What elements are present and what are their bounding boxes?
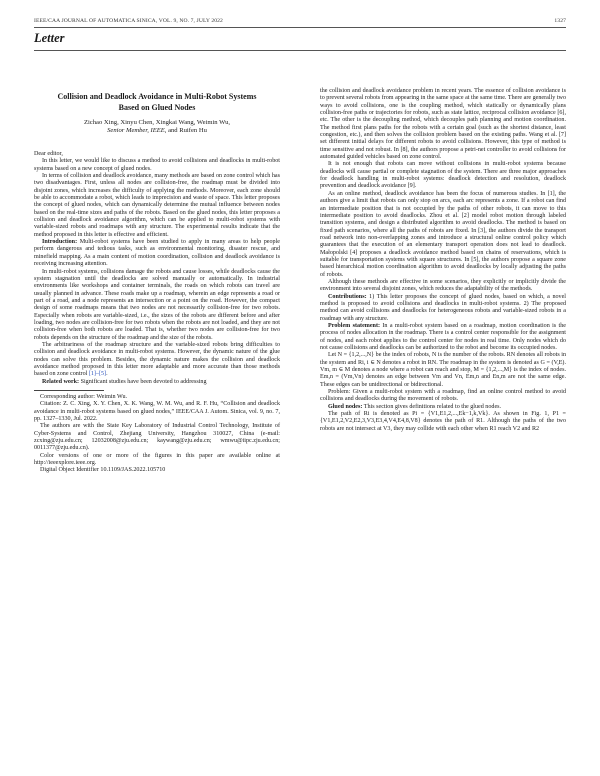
footnote: Color versions of one or more of the figures in this paper are available online at http://ieeexplore.ieee.org. — [34, 452, 280, 467]
introduction-heading: Introduction: — [42, 239, 78, 246]
problem-statement-heading: Problem statement: — [328, 323, 381, 329]
title-line-2: Based on Glued Nodes — [118, 102, 196, 112]
paragraph: As an online method, deadlock avoidance has been the focus of numerous studies. In [1], the authors give a limit that robots can only stop on arcs, each arc represents a zone. If a robot can find an intermediate position that is not occupied by the paths of other robots, it can move to this intermediate position to avoid deadlocks. Zhou et al. [2] model robot motion through labeled transition systems, and design a distributed algorithm to avoid deadlocks. The method is based on fixed path scenarios, where all the paths of robots are fixed. In [3], the authors divide the transport road network into non-overlapping zones and introduce a structural online control policy which guarantees that the execution of an elementary transport operation does not lead to deadlock. Małopolski [4] proposes a deadlock avoidance method based on chains of reservations, which is suitable for transportation systems with square structures. In [5], the authors propose a square zone based hierarchical motion coordination algorithm to avoid deadlocks by locally adjusting the paths of robots. — [320, 190, 566, 278]
footnotes — [34, 394, 280, 475]
right-column — [320, 88, 566, 433]
section-rule — [34, 50, 566, 51]
paragraph: Glued nodes: This section gives definitions related to the glued nodes. — [328, 403, 502, 410]
footnote-rule — [34, 390, 104, 391]
footnote: The authors are with the State Key Laboratory of Industrial Control Technology, Institute of Cyber-Systems and Control, Zhejiang University, Hangzhou 310027, China (e-mail: zcxing@zju.edu.cn; 12032008@zju.edu.cn; kaywang@zju.edu.cn; wmwu@iipc.zju.edu.cn; 0011377@zju.edu.cn). — [34, 423, 280, 452]
paragraph: Contributions: 1) This letter proposes the concept of glued nodes, based on which, a novel method is proposed to avoid collisions and deadlocks in multi-robot systems. 2) The proposed method can avoid collisions and deadlocks for heterogeneous robots and variable-sized robots in a roadmap with any structure. — [320, 293, 566, 322]
doi-footnote: Digital Object Identifier 10.1109/JAS.2022.105710 — [40, 467, 166, 474]
related-work-heading: Related work: — [42, 378, 80, 385]
salutation: Dear editor, — [34, 151, 63, 157]
title-block — [34, 92, 280, 135]
glued-nodes-heading: Glued nodes: — [328, 403, 363, 410]
running-header — [34, 18, 566, 24]
header-rule — [34, 27, 566, 28]
paragraph: Related work: Significant studies have been devoted to addressing — [42, 378, 207, 385]
section-label: Letter — [34, 31, 65, 45]
author-membership: Senior Member, IEEE, — [107, 127, 167, 134]
title-line-1: Collision and Deadlock Avoidance in Multi-Robot Systems — [57, 92, 257, 101]
citation-link[interactable]: [1]–[5] — [88, 371, 107, 378]
paragraph: Let N = {1,2,...,N} be the index of robots, N is the number of the robots. RN denotes all robots in the system and Ri, i ∈ N denotes a robot in RN. The roadmap in the system is denoted as G = (V,E). Vm, m ∈ M denotes a node where a robot can reach and stop, M = {1,2,...,M} is the index of nodes. Em,n = (Vm,Vn) denotes an edge between Vm and Vn, Em,n and En,m are not the same edge. These edges can be unidirectional or bidirectional. — [320, 352, 566, 388]
paragraph: The path of Ri is denoted as Pi = {V1,E1,2,...,Ek−1,k,Vk}. As shown in Fig. 1, P1 = {V1,E1,2,V2,E2,3,V3,E3,4,V4,E4,8,V8} denotes the path of R1. Although the paths of the two robots are not intersect at V3, they may collide with each other when R1 reach V2 and R2 — [320, 411, 566, 432]
paragraph: In this letter, we would like to discuss a method to avoid collisions and deadlocks in multi-robot systems based on a new concept of glued nodes. — [34, 158, 280, 172]
paragraph: Problem: Given a multi-robot system with a roadmap, find an online control method to avoid collisions and deadlocks during the movement of robots. — [320, 389, 566, 403]
authors-line-1: Zichao Xing, Xinyu Chen, Xingkai Wang, Weimin Wu, — [83, 119, 231, 126]
paragraph: the collision and deadlock avoidance problem in recent years. The essence of collision avoidance is to prevent several robots from appearing in the same space at the same time. There are generally two ways to avoid collisions, one is the coupling method, which statically or dynamically plans collision-free paths or trajectories for robots, such as state lattice, reciprocal collision avoidance [6], etc. The other is the decoupling method, which decouples path planning and motion coordination. The method first plans paths for the robots with a certain goal (such as the shortest distance, least congestion, etc.), and then solves the collision problem based on the existing paths. Wang et al. [7] set different initial delays for different robots to avoid collisions. However, this type of method is time sensitive and not robust. In [8], the authors propose a petri-net controller to avoid collisions for automated guided vehicles based on zone control. — [320, 88, 566, 161]
author-list — [34, 119, 280, 135]
footnote: Citation: Z. C. Xing, X. Y. Chen, X. K. Wang, W. M. Wu, and R. F. Hu, “Collision and deadlock avoidance in multi-robot systems based on glued nodes,” IEEE/CAA J. Autom. Sinica, vol. 9, no. 7, pp. 1327–1330, Jul. 2022. — [34, 401, 280, 423]
page-number: 1327 — [554, 18, 566, 24]
paragraph: Although these methods are effective in some scenarios, they explicitly or implicitly divide the environment into several disjoint zones, which reduces the adaptability of the methods. — [320, 278, 566, 293]
footnote: Corresponding author: Weimin Wu. — [40, 394, 128, 400]
paragraph: Problem statement: In a multi-robot system based on a roadmap, motion coordination is the process of nodes allocation in the roadmap. There is a control center responsible for the assignment of nodes, and each robot applies to the control center for nodes in real time. Only nodes which do not cause collisions and deadlocks can be authorized to the robot and become its occupied nodes. — [320, 323, 566, 352]
journal-header: IEEE/CAA JOURNAL OF AUTOMATICA SINICA, VOL. 9, NO. 7, JULY 2022 — [34, 18, 223, 24]
authors-line-2: and Ruifen Hu — [166, 127, 207, 134]
left-column — [34, 92, 280, 475]
paragraph: Introduction: Multi-robot systems have been studied to apply in many areas to help people perform dangerous and tedious tasks, such as environmental monitoring, disaster rescue, and minefield mapping. As a main content of motion coordination, collision and deadlock avoidance is receiving increasing attention. — [34, 239, 280, 268]
contributions-heading: Contributions: — [328, 293, 367, 300]
paragraph: In multi-robot systems, collisions damage the robots and cause losses, while deadlocks cause the system stagnation until the deadlocks are solved manually or automatically. In industrial environments like workshops and container terminals, the roads on which robots can travel are usually planned in advance. These roads make up a roadmap, wherein an edge represents a road or part of a road, and a node represents an intersection or a point on the road. However, the compact design of some roadmaps means that two nodes are not necessarily collision-free for two robots. Especially when robots are variable-sized, i.e., the sizes of the robots are different before and after loading, two nodes are collision-free for two robots when the robots are not loaded, and they are not collision-free when both robots are loaded. That is, whether two nodes are collision-free for two robots depends on the structure of the roadmap and the size of the robots. — [34, 268, 280, 341]
paragraph: In terms of collision and deadlock avoidance, many methods are based on zone control which has two disadvantages. First, unless all nodes are collision-free, the roadmap must be divided into disjoint zones, which increases the difficulty of applying the methods. Moreover, each zone should be able to accommodate a robot, which leads to imprecision and waste of space. This letter proposes the concept of glued nodes, which can dynamically determine the mutual influence between nodes based on the real-time sizes and paths of the robots. Based on the glued nodes, this letter proposes a collision and deadlock avoidance algorithm, which can be applied to multi-robot systems with variable-sized robots and roadmaps with any structure. The experimental results indicate that the method proposed in this letter is effective and efficient. — [34, 173, 280, 238]
paragraph: It is not enough that robots can move without collisions in multi-robot systems because deadlocks will cause partial or complete stagnation of the system. There are three major approaches for deadlock handling in multi-robot systems: deadlock detection and resolution, deadlock prevention and deadlock avoidance [9]. — [320, 161, 566, 190]
paragraph: The arbitrariness of the roadmap structure and the variable-sized robots bring difficulties to collision and deadlock avoidance in multi-robot systems. However, the dynamic nature of the glue nodes can solve this problem. Besides, the dynamic nature makes the collision and deadlock avoidance method proposed in this letter more adaptable and more accurate than those methods based on zone control [1]–[5]. — [34, 341, 280, 378]
paper-title — [34, 92, 280, 113]
